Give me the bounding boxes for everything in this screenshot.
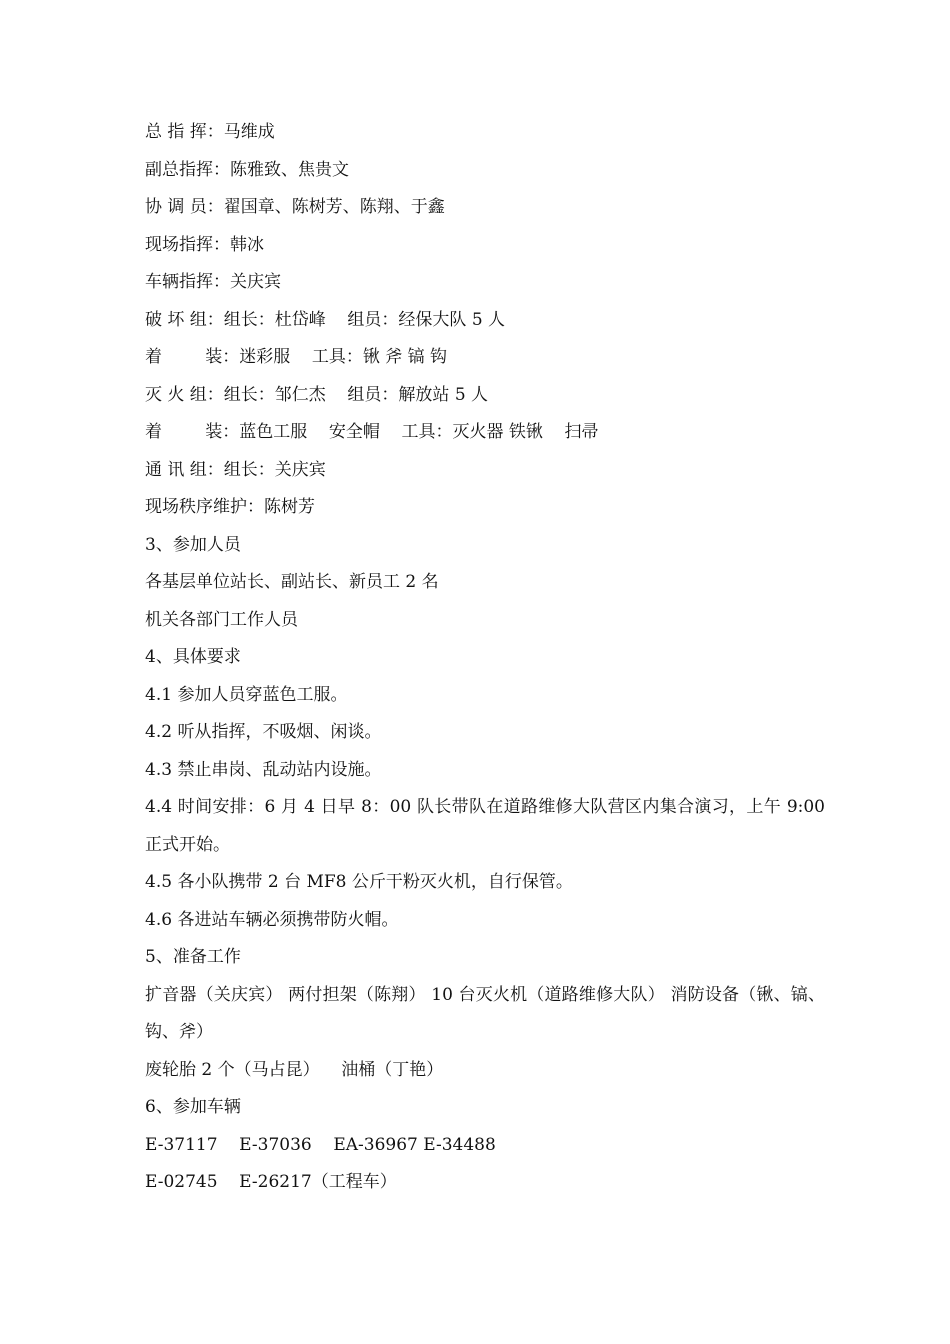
communication-group-line: 通 讯 组：组长：关庆宾: [145, 459, 326, 480]
site-commander-line: 现场指挥：韩冰: [145, 234, 264, 255]
preparation-equipment-line: 扩音器（关庆宾） 两付担架（陈翔） 10 台灭火机（道路维修大队） 消防设备（锹、镐、钩、斧）: [145, 984, 825, 1042]
section-4-heading: 4、具体要求: [145, 647, 241, 667]
participants-line-2: 机关各部门工作人员: [145, 609, 298, 630]
deputy-commander-line: 副总指挥：陈雅致、焦贵文: [145, 159, 349, 180]
requirement-4-1: 4.1 参加人员穿蓝色工服。: [145, 684, 348, 705]
commander-line: 总 指 挥：马维成: [145, 122, 275, 142]
vehicles-line-1: E-37117 E-37036 EA-36967 E-34488: [145, 1134, 496, 1155]
requirement-4-5: 4.5 各小队携带 2 台 MF8 公斤干粉灭火机，自行保管。: [145, 872, 573, 892]
section-5-heading: 5、准备工作: [145, 947, 241, 967]
firefighting-outfit-line: 着 装：蓝色工服 安全帽 工具：灭火器 铁锹 扫帚: [145, 422, 599, 442]
preparation-materials-line: 废轮胎 2 个（马占昆） 油桶（丁艳）: [145, 1059, 444, 1080]
document-body: [145, 114, 825, 1202]
vehicles-line-2: E-02745 E-26217（工程车）: [145, 1172, 397, 1192]
coordinator-line: 协 调 员：翟国章、陈树芳、陈翔、于鑫: [145, 197, 445, 217]
requirement-4-4: 4.4 时间安排：6 月 4 日早 8：00 队长带队在道路维修大队营区内集合演习，上午 9:00 正式开始。: [145, 797, 825, 855]
participants-line-1: 各基层单位站长、副站长、新员工 2 名: [145, 572, 439, 592]
requirement-4-6: 4.6 各进站车辆必须携带防火帽。: [145, 909, 399, 930]
requirement-4-2: 4.2 听从指挥，不吸烟、闲谈。: [145, 722, 382, 742]
order-maintenance-line: 现场秩序维护：陈树芳: [145, 497, 315, 517]
section-3-heading: 3、参加人员: [145, 534, 241, 555]
section-6-heading: 6、参加车辆: [145, 1097, 241, 1117]
demolition-group-line: 破 坏 组：组长：杜岱峰 组员：经保大队 5 人: [145, 309, 506, 330]
requirement-4-3: 4.3 禁止串岗、乱动站内设施。: [145, 759, 382, 780]
firefighting-group-line: 灭 火 组：组长：邹仁杰 组员：解放站 5 人: [145, 384, 489, 405]
demolition-outfit-line: 着 装：迷彩服 工具：锹 斧 镐 钩: [145, 347, 448, 367]
vehicle-commander-line: 车辆指挥：关庆宾: [145, 272, 281, 292]
